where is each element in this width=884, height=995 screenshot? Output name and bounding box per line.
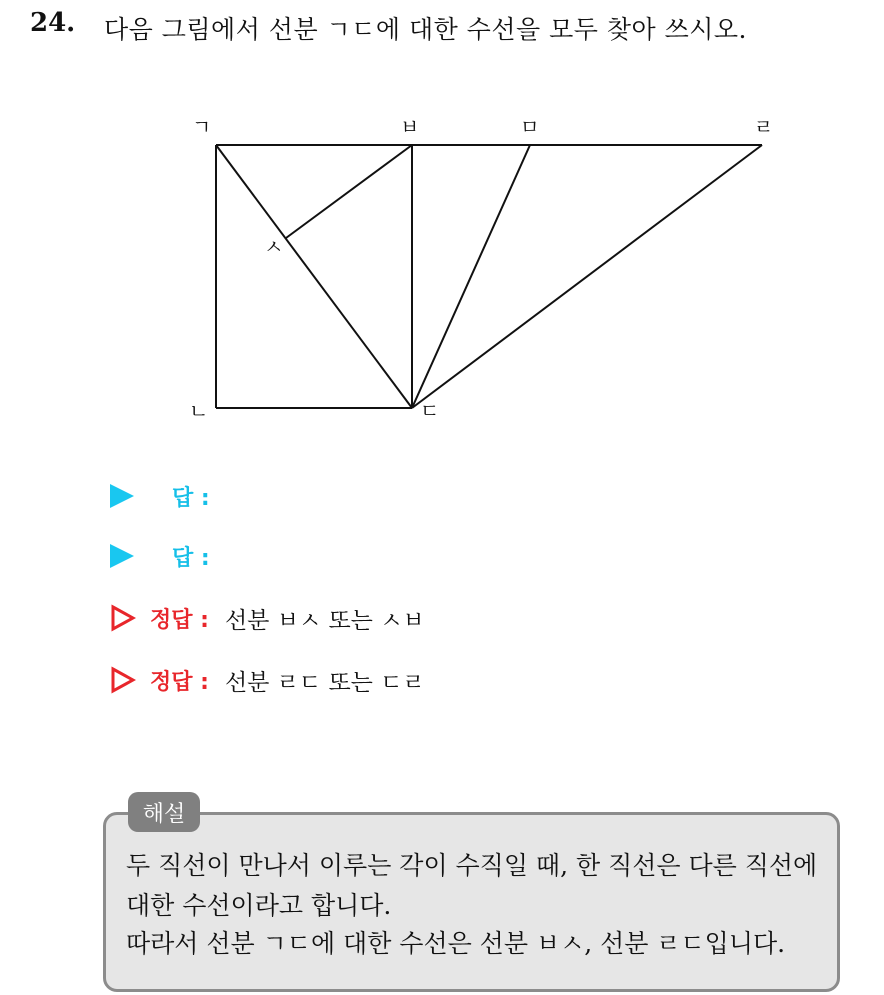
segment-b-s [286, 145, 412, 238]
segment-r-d [412, 145, 762, 408]
segment-m-d [412, 145, 530, 408]
explanation-line-3: 따라서 선분 ㄱㄷ에 대한 수선은 선분 ㅂㅅ, 선분 ㄹㄷ입니다. [126, 929, 786, 958]
geometry-figure [0, 0, 884, 470]
point-label-g: ㄱ [192, 115, 212, 139]
correct-answer-row-1 [110, 600, 425, 636]
explanation-line-1: 두 직선이 만나서 이루는 각이 수직일 때, 한 직선은 다른 직선에 [126, 851, 818, 880]
point-label-r: ㄹ [754, 115, 774, 139]
correct-answer-label: 정답 : [150, 607, 209, 633]
point-label-d: ㄷ [420, 399, 440, 423]
explanation-tag: 해설 [128, 792, 200, 832]
correct-answer-value: 선분 ㄹㄷ 또는 ㄷㄹ [224, 669, 425, 696]
segment-g-d [216, 145, 412, 408]
play-arrow-icon [110, 484, 134, 508]
point-label-s: ㅅ [264, 235, 284, 259]
play-arrow-icon [110, 544, 134, 568]
explanation-line-2: 대한 수선이라고 합니다. [126, 891, 392, 920]
answer-label: 답 : [172, 485, 210, 511]
correct-answer-value: 선분 ㅂㅅ 또는 ㅅㅂ [224, 607, 425, 634]
outline-arrow-icon [110, 604, 136, 632]
question-text: 다음 그림에서 선분 ㄱㄷ에 대한 수선을 모두 찾아 쓰시오. [104, 15, 747, 44]
answer-label: 답 : [172, 545, 210, 571]
point-label-m: ㅁ [520, 115, 540, 139]
answer-row-2 [110, 538, 210, 574]
correct-answer-row-2 [110, 662, 425, 698]
answer-row-1 [110, 478, 210, 514]
correct-answer-label: 정답 : [150, 669, 209, 695]
point-label-b: ㅂ [400, 115, 420, 139]
question-number: 24. [30, 8, 76, 38]
point-label-n: ㄴ [189, 399, 209, 423]
outline-arrow-icon [110, 666, 136, 694]
